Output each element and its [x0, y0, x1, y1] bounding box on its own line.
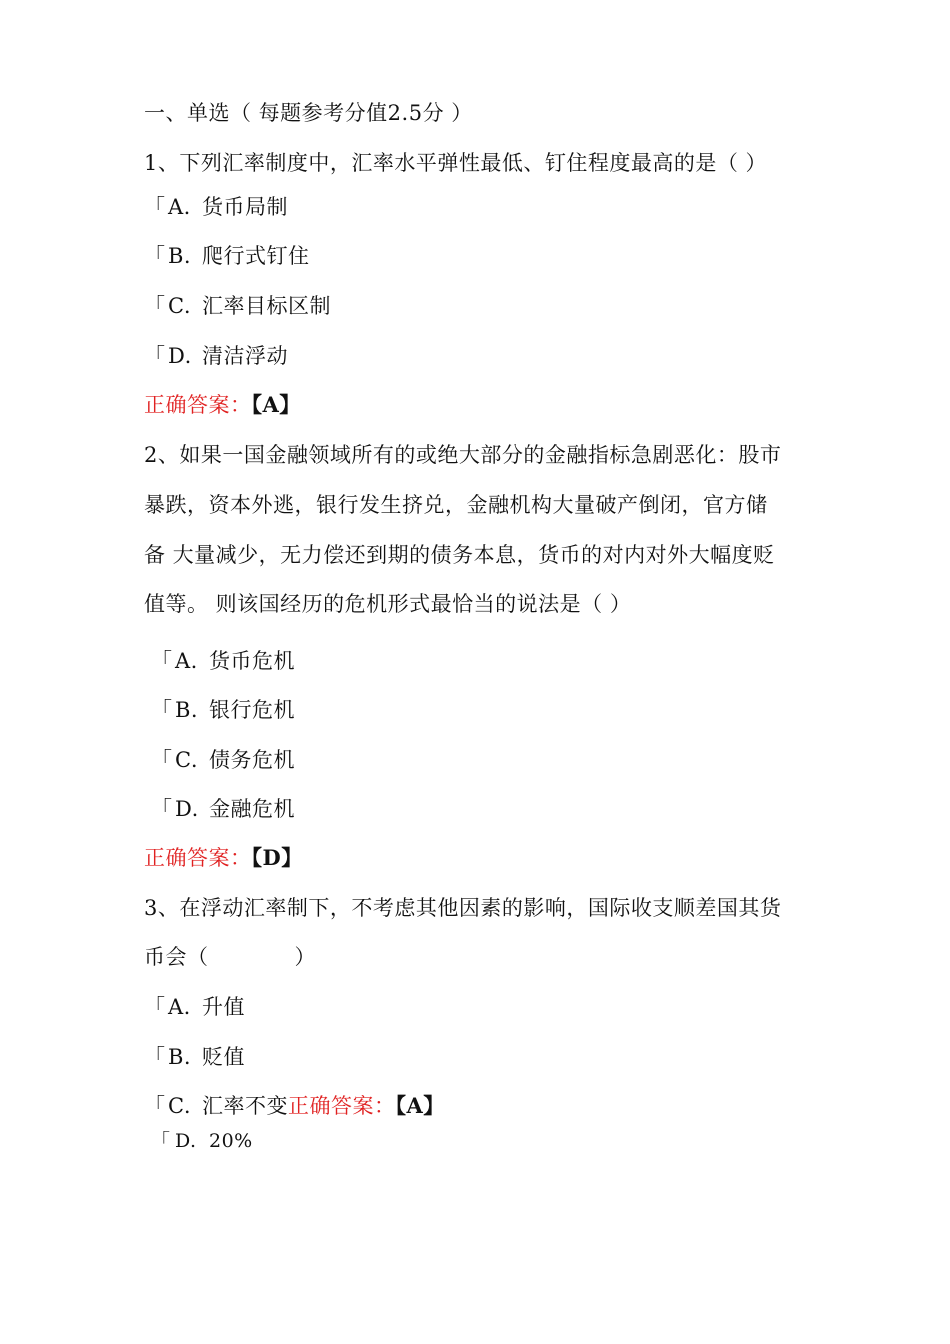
question-1-option-d — [144, 344, 288, 368]
question-1-text: 1、下列汇率制度中，汇率水平弹性最低、钉住程度最高的是（ ） — [144, 151, 768, 175]
option-letter: D. — [175, 797, 199, 821]
answer-value: 【D】 — [251, 845, 303, 870]
option-text: 汇率不变 — [202, 1094, 288, 1118]
option-text: 金融危机 — [209, 797, 295, 821]
question-1-option-c — [144, 294, 331, 318]
question-3-option-d — [151, 1129, 253, 1153]
question-3-answer-value: 【A】 — [395, 1093, 445, 1118]
option-letter: B. — [175, 698, 199, 722]
option-marker: 「 — [151, 1130, 171, 1152]
question-3-option-c — [144, 1094, 445, 1118]
question-2-option-d — [151, 797, 295, 821]
option-marker: 「 — [144, 244, 166, 268]
option-text: 汇率目标区制 — [202, 294, 331, 318]
answer-label: 正确答案： — [144, 393, 252, 417]
question-1-option-a — [144, 195, 288, 219]
question-3-text-line-1: 3、在浮动汇率制下，不考虑其他因素的影响，国际收支顺差国其货 — [144, 896, 782, 920]
option-letter: B. — [168, 244, 192, 268]
question-2-option-b — [151, 698, 295, 722]
option-letter: D. — [168, 344, 192, 368]
option-text: 20% — [209, 1130, 253, 1152]
option-letter: A. — [168, 995, 191, 1019]
question-2-answer — [144, 846, 303, 870]
question-2-text-line-3: 备 大量减少，无力偿还到期的债务本息，货币的对内对外大幅度贬 — [144, 543, 775, 567]
option-text: 贬值 — [202, 1045, 245, 1069]
option-text: 清洁浮动 — [202, 344, 288, 368]
option-marker: 「 — [144, 344, 166, 368]
option-marker: 「 — [144, 995, 166, 1019]
question-2-text-line-1: 2、如果一国金融领域所有的或绝大部分的金融指标急剧恶化：股市 — [144, 443, 782, 467]
question-2-option-c — [151, 748, 295, 772]
question-1-answer — [144, 393, 301, 417]
question-2-option-a — [151, 649, 295, 673]
option-text: 升值 — [202, 995, 245, 1019]
option-letter: C. — [175, 748, 198, 772]
option-marker: 「 — [151, 698, 173, 722]
option-letter: C. — [168, 1094, 191, 1118]
option-letter: A. — [175, 649, 198, 673]
option-text: 债务危机 — [209, 748, 295, 772]
option-marker: 「 — [144, 294, 166, 318]
answer-label: 正确答案： — [288, 1094, 396, 1118]
option-text: 银行危机 — [209, 698, 295, 722]
answer-value: 【A】 — [251, 392, 301, 417]
option-marker: 「 — [151, 797, 173, 821]
section-header: 一、单选（ 每题参考分值2.5分 ） — [144, 101, 473, 125]
option-marker: 「 — [144, 1045, 166, 1069]
option-marker: 「 — [151, 748, 173, 772]
question-2-text-line-2: 暴跌，资本外逃，银行发生挤兑，金融机构大量破产倒闭，官方储 — [144, 493, 768, 517]
option-letter: A. — [168, 195, 191, 219]
option-marker: 「 — [144, 195, 166, 219]
option-text: 货币危机 — [209, 649, 295, 673]
question-1-option-b — [144, 244, 310, 268]
question-2-text-line-4: 值等。 则该国经历的危机形式最恰当的说法是（ ） — [144, 592, 632, 616]
question-3-text-line-2: 币会（ ） — [144, 945, 316, 969]
option-text: 爬行式钉住 — [202, 244, 310, 268]
answer-label: 正确答案： — [144, 846, 252, 870]
option-letter: C. — [168, 294, 191, 318]
option-text: 货币局制 — [202, 195, 288, 219]
option-letter: D. — [175, 1130, 197, 1152]
option-marker: 「 — [144, 1094, 166, 1118]
option-marker: 「 — [151, 649, 173, 673]
option-letter: B. — [168, 1045, 192, 1069]
question-3-option-a — [144, 995, 245, 1019]
question-3-option-b — [144, 1045, 245, 1069]
